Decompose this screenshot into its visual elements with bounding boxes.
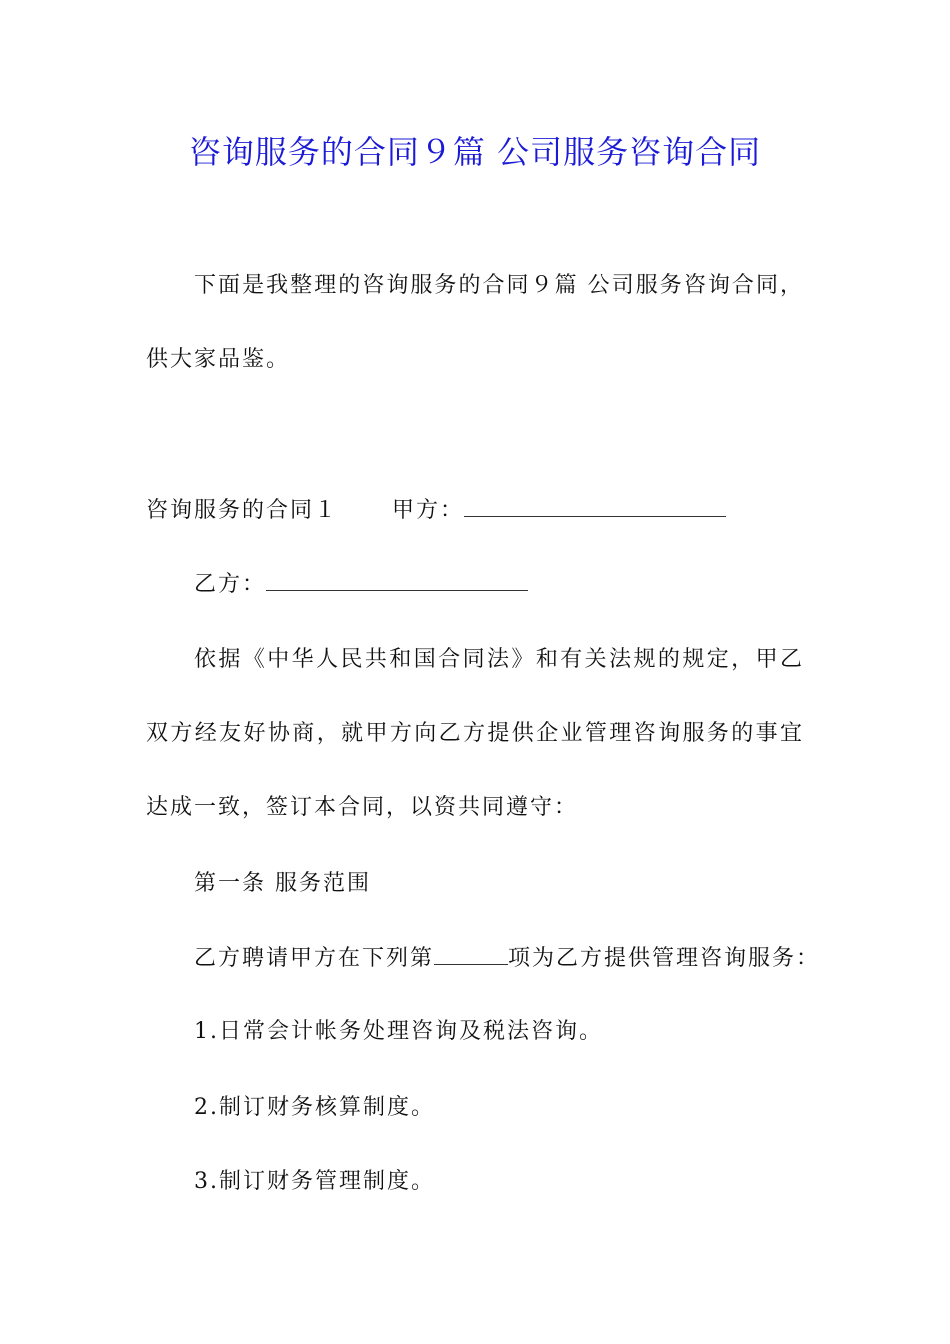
contract-heading: 咨询服务的合同１ [146, 498, 339, 523]
article1-text-after: 项为乙方提供管理咨询服务： [508, 946, 821, 971]
intro-line-2: 供大家品鉴。 [146, 347, 291, 372]
article1-text [194, 942, 820, 975]
party-a-label: 甲方： [392, 498, 465, 523]
party-b-label: 乙方： [194, 572, 267, 597]
document-title: 咨询服务的合同９篇 公司服务咨询合同 [188, 133, 762, 171]
list-item: 1.日常会计帐务处理咨询及税法咨询。 [194, 1019, 603, 1044]
party-b-line [194, 568, 528, 601]
list-item: 2.制订财务核算制度。 [194, 1095, 435, 1120]
article1-blank [434, 942, 508, 965]
para1-line-3: 达成一致，签订本合同，以资共同遵守： [146, 795, 579, 820]
para1-line-2: 双方经友好协商，就甲方向乙方提供企业管理咨询服务的事宜 [146, 721, 802, 746]
party-a-blank [464, 494, 726, 517]
list-item: 3.制订财务管理制度。 [194, 1169, 435, 1194]
contract-heading-line [146, 494, 726, 527]
party-b-blank [266, 568, 528, 591]
intro-line-1: 下面是我整理的咨询服务的合同９篇 公司服务咨询合同， [194, 273, 802, 298]
article1-text-before: 乙方聘请甲方在下列第 [194, 946, 435, 971]
para1-line-1: 依据《中华人民共和国合同法》和有关法规的规定，甲乙 [194, 647, 802, 672]
article1-title: 第一条 服务范围 [194, 871, 371, 896]
